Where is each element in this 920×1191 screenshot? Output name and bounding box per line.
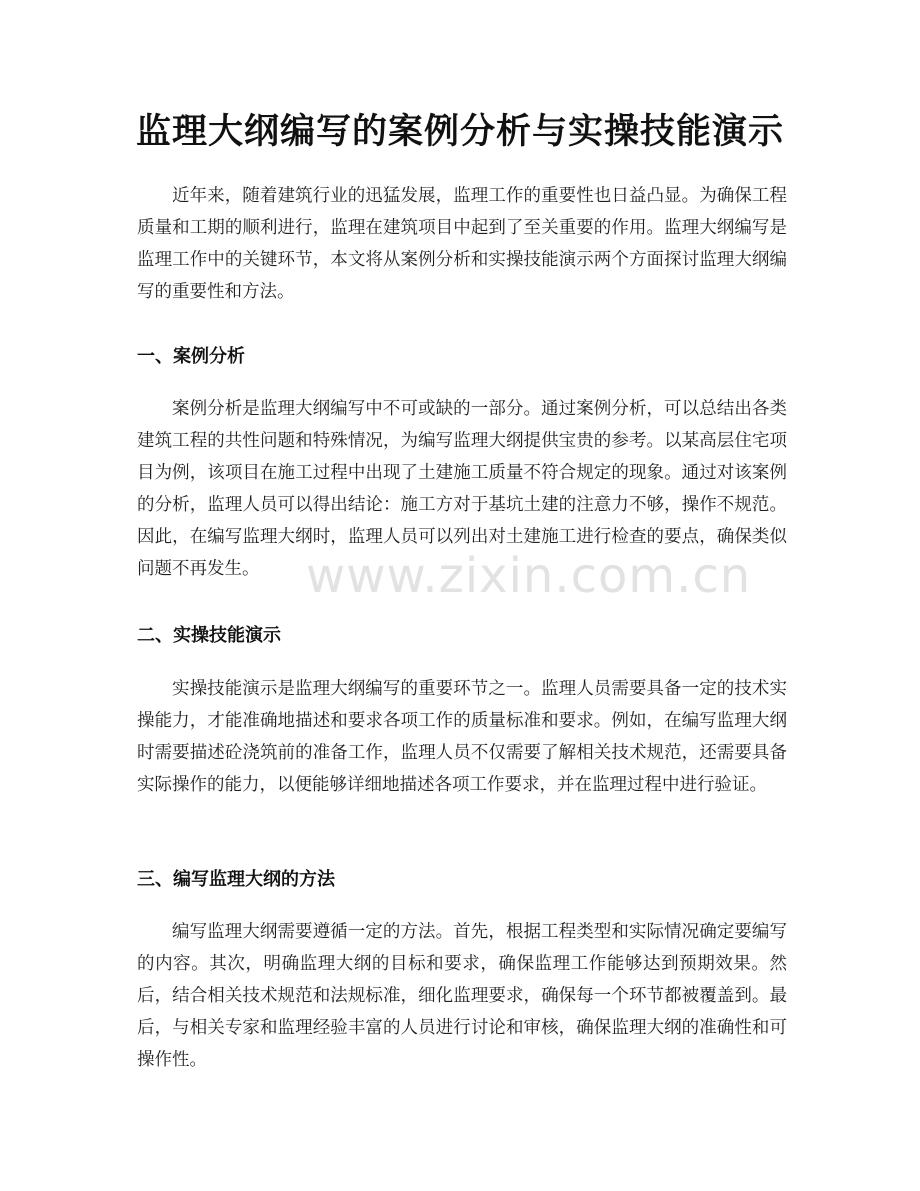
- document-title: 监理大纲编写的案例分析与实操技能演示: [135, 112, 784, 152]
- section-body-practical-skills: 实操技能演示是监理大纲编写的重要环节之一。监理人员需要具备一定的技术实操能力，才能准确地描述和要求各项工作的质量标准和要求。例如，在编写监理大纲时需要描述砼浇筑前的准备工作，监理人员不仅需要了解相关技术规范，还需要具备实际操作的能力，以便能够详细地描述各项工作要求，并在监理过程中进行验证。: [137, 679, 787, 795]
- section-heading-case-analysis: 一、案例分析: [137, 346, 245, 367]
- watermark: www.zixin.com.cn: [306, 548, 752, 604]
- section-heading-writing-methods: 三、编写监理大纲的方法: [137, 869, 335, 890]
- section-body-writing-methods: 编写监理大纲需要遵循一定的方法。首先，根据工程类型和实际情况确定要编写的内容。其次，明确监理大纲的目标和要求，确保监理工作能够达到预期效果。然后，结合相关技术规范和法规标准，细化监理要求，确保每一个环节都被覆盖到。最后，与相关专家和监理经验丰富的人员进行讨论和审核，确保监理大纲的准确性和可操作性。: [137, 922, 787, 1070]
- section-body-case-analysis: 案例分析是监理大纲编写中不可或缺的一部分。通过案例分析，可以总结出各类建筑工程的共性问题和特殊情况，为编写监理大纲提供宝贵的参考。以某高层住宅项目为例，该项目在施工过程中出现了土建施工质量不符合规定的现象。通过对该案例的分析，监理人员可以得出结论：施工方对于基坑土建的注意力不够，操作不规范。因此，在编写监理大纲时，监理人员可以列出对土建施工进行检查的要点，确保类似问题不再发生。: [137, 399, 787, 579]
- section-heading-practical-skills: 二、实操技能演示: [137, 625, 281, 646]
- intro-paragraph: 近年来，随着建筑行业的迅猛发展，监理工作的重要性也日益凸显。为确保工程质量和工期的顺利进行，监理在建筑项目中起到了至关重要的作用。监理大纲编写是监理工作中的关键环节，本文将从案例分析和实操技能演示两个方面探讨监理大纲编写的重要性和方法。: [137, 186, 787, 302]
